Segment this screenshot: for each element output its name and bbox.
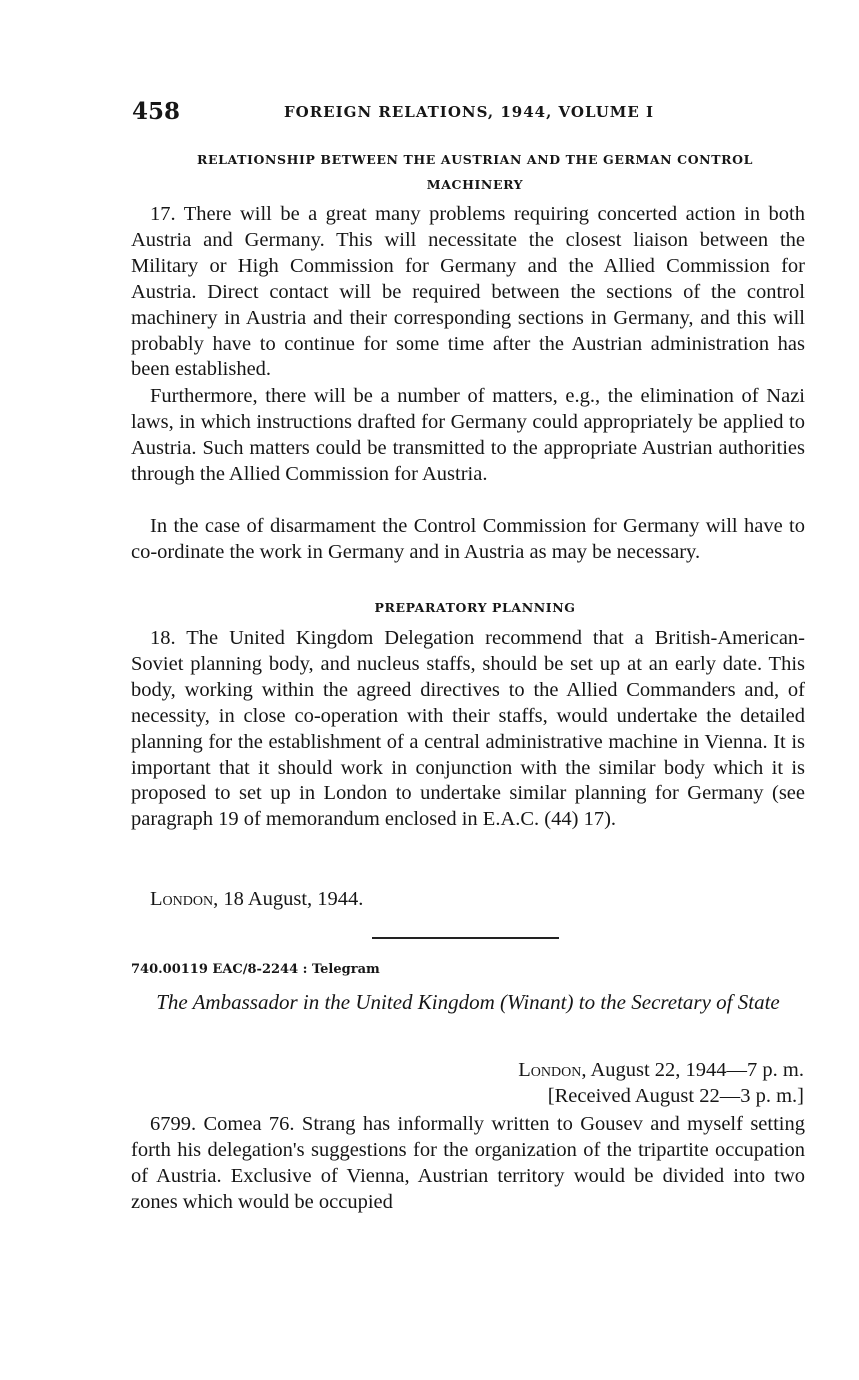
section-heading-line-2: MACHINERY <box>426 177 524 192</box>
section-heading-line-1: RELATIONSHIP BETWEEN THE AUSTRIAN AND THE GERMAN CONTROL <box>197 152 753 167</box>
telegram-body: 6799. Comea 76. Strang has informally written to Gousev and myself setting forth his delegation's suggestions for the organization of the tripartite occupation of Austria. Exclusive of Vienna, Austrian territory would be divided into two zones which would be occupied <box>131 1113 805 1213</box>
section-divider <box>372 937 559 939</box>
telegram-date-time: , August 22, 1944—7 p. m. <box>581 1059 804 1081</box>
telegram-received-line: [Received August 22—3 p. m.] <box>547 1085 804 1107</box>
running-title: FOREIGN RELATIONS, 1944, VOLUME I <box>284 103 655 121</box>
paragraph-17: 17. There will be a great many problems requiring concerted action in both Austria and Germany. This will necessitate the closest liaison between the Military or High Commission for Germany and the Allied Commission for Austria. Direct contact will be required between the sections of the control machinery in Austria and their corresponding sections in Germany, and this will probably have to continue for some time after the Austrian administration has been established. <box>131 203 805 381</box>
document-title: The Ambassador in the United Kingdom (Winant) to the Secretary of State <box>156 990 780 1014</box>
paragraph-furthermore: Furthermore, there will be a number of matters, e.g., the elimination of Nazi laws, in which instructions drafted for Germany could appropriately be applied to Austria. Such matters could be transmitted to the appropriate Austrian authorities through the Allied Commission for Austria. <box>131 385 805 485</box>
telegram-place: London <box>518 1059 582 1081</box>
dateline-date: , 18 August, 1944. <box>213 888 364 910</box>
running-head <box>132 98 812 128</box>
dateline <box>150 888 363 911</box>
page-number: 458 <box>132 98 181 125</box>
file-reference: 740.00119 EAC/8-2244 : Telegram <box>131 962 380 977</box>
paragraph-disarmament: In the case of disarmament the Control Commission for Germany will have to co-ordinate the work in Germany and in Austria as may be necessary. <box>131 515 805 563</box>
telegram-sent-line <box>518 1057 804 1083</box>
paragraph-18: 18. The United Kingdom Delegation recommend that a British-American-Soviet planning body, and nucleus staffs, should be set up at an early date. This body, working within the agreed directives to the Allied Commanders and, of necessity, in close co-operation with their staffs, would undertake the detailed planning for the establishment of a central administrative machine in Vienna. It is important that it should work in conjunction with the similar body which it is proposed to set up in London to undertake similar planning for Germany (see paragraph 19 of memorandum enclosed in E.A.C. (44) 17). <box>131 627 805 831</box>
section-heading-preparatory-planning: PREPARATORY PLANNING <box>374 600 576 615</box>
dateline-place: London <box>150 888 214 910</box>
section-heading-relationship <box>150 147 800 197</box>
telegram-dateline <box>518 1057 804 1109</box>
